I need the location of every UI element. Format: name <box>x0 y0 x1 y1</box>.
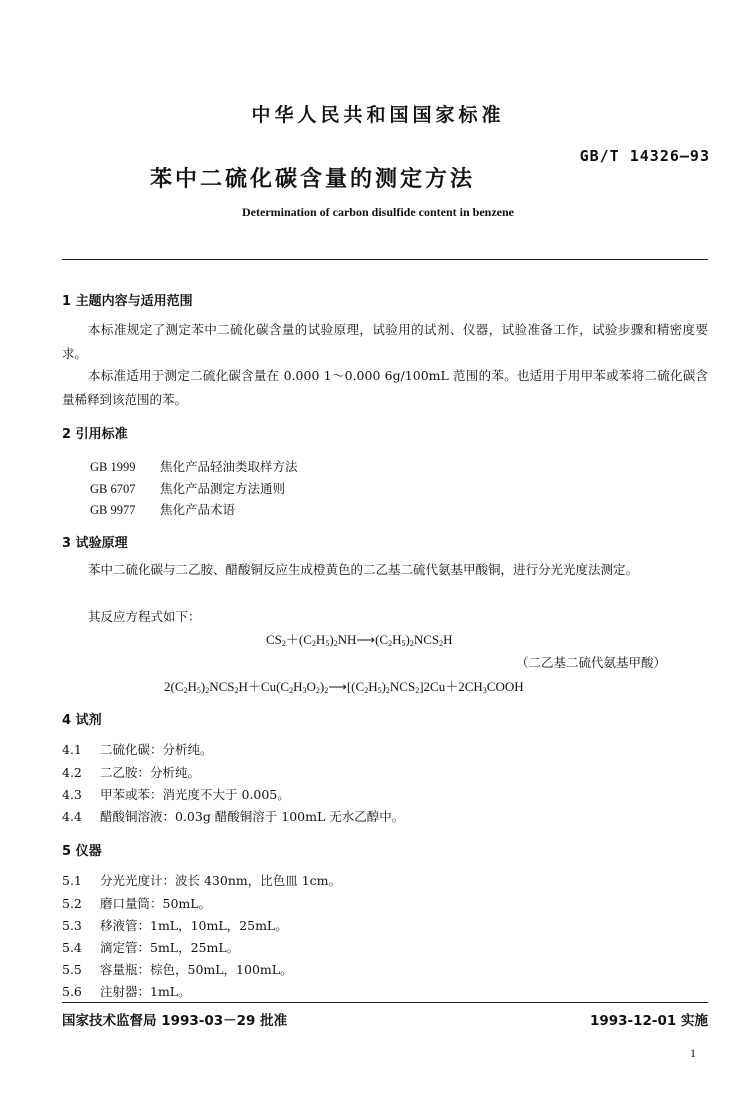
document-title-english: Determination of carbon disulfide content in benzene <box>242 205 514 219</box>
header-divider <box>62 259 708 260</box>
list-item <box>62 916 288 934</box>
item-number: 4.2 <box>62 765 82 780</box>
item-text: 滴定管：5mL，25mL。 <box>100 940 240 955</box>
approval-date: 国家技术监督局 1993-03－29 批准 <box>62 1013 288 1029</box>
reference-title: 焦化产品测定方法通则 <box>160 481 286 496</box>
list-item <box>62 938 239 956</box>
reference-code: GB 6707 <box>90 482 136 496</box>
page-number: 1 <box>690 1046 696 1060</box>
list-item <box>62 785 290 803</box>
paragraph: 本标准适用于测定二硫化碳含量在 0.000 1～0.000 6g/100mL 范围的苯。也适用于用甲苯或苯将二硫化碳含量稀释到该范围的苯。 <box>62 368 708 407</box>
paragraph: 其反应方程式如下： <box>88 609 201 624</box>
reference-title: 焦化产品术语 <box>160 502 236 517</box>
item-text: 醋酸铜溶液：0.03g 醋酸铜溶于 100mL 无水乙醇中。 <box>100 809 405 824</box>
list-item <box>62 871 341 889</box>
section-heading: 2 引用标准 <box>62 427 128 442</box>
item-number: 4.4 <box>62 809 82 824</box>
item-text: 甲苯或苯：消光度不大于 0.005。 <box>100 787 290 802</box>
reaction-equation-2: $2(C_2H_5)_2NCS_2H+Cu(C_2H_3O_2)_2⟶[(C_2H_5)_2NCS_2]2Cu+2CH_3COOH$ <box>164 679 524 695</box>
reference-item <box>90 500 235 518</box>
reaction-equation-1: $CS_2+(C_2H_5)_2NH⟶(C_2H_5)_2NCS_2H$ <box>266 632 453 648</box>
section-heading: 5 仪器 <box>62 844 102 859</box>
section-heading: 4 试剂 <box>62 713 102 728</box>
item-number: 5.4 <box>62 940 82 955</box>
reference-item <box>90 479 285 497</box>
list-item <box>62 982 191 1000</box>
item-number: 5.2 <box>62 896 82 911</box>
item-text: 二硫化碳：分析纯。 <box>100 742 213 757</box>
section-heading: 3 试验原理 <box>62 536 128 551</box>
item-text: 注射器：1mL。 <box>100 984 191 999</box>
reference-code: GB 1999 <box>90 460 136 474</box>
item-number: 5.1 <box>62 873 82 888</box>
item-text: 容量瓶：棕色，50mL，100mL。 <box>100 962 293 977</box>
item-text: 移液管：1mL，10mL，25mL。 <box>100 918 288 933</box>
item-number: 4.3 <box>62 787 82 802</box>
item-number: 4.1 <box>62 742 82 757</box>
list-item <box>62 740 213 758</box>
list-item <box>62 763 200 781</box>
paragraph: 苯中二硫化碳与二乙胺、醋酸铜反应生成橙黄色的二乙基二硫代氨基甲酸铜，进行分光光度法测定。 <box>88 562 639 577</box>
standard-number: GB/T 14326—93 <box>579 147 710 165</box>
effective-date: 1993-12-01 实施 <box>589 1013 708 1029</box>
list-item <box>62 807 404 825</box>
item-number: 5.6 <box>62 984 82 999</box>
list-item <box>62 960 293 978</box>
reference-title: 焦化产品轻油类取样方法 <box>160 459 298 474</box>
item-number: 5.5 <box>62 962 82 977</box>
item-number: 5.3 <box>62 918 82 933</box>
item-text: 磨口量筒：50mL。 <box>100 896 212 911</box>
item-text: 二乙胺：分析纯。 <box>100 765 201 780</box>
section-heading: 1 主题内容与适用范围 <box>62 294 193 309</box>
reference-item <box>90 457 298 475</box>
publisher-header: 中华人民共和国国家标准 <box>251 104 505 126</box>
footer-divider <box>62 1002 708 1003</box>
equation-note: （二乙基二硫代氨基甲酸） <box>516 655 667 670</box>
reference-code: GB 9977 <box>90 503 136 517</box>
list-item <box>62 894 211 912</box>
document-title: 苯中二硫化碳含量的测定方法 <box>150 167 476 192</box>
paragraph: 本标准规定了测定苯中二硫化碳含量的试验原理，试验用的试剂、仪器，试验准备工作，试验步骤和精密度要求。 <box>62 322 708 361</box>
item-text: 分光光度计：波长 430nm，比色皿 1cm。 <box>100 873 342 888</box>
